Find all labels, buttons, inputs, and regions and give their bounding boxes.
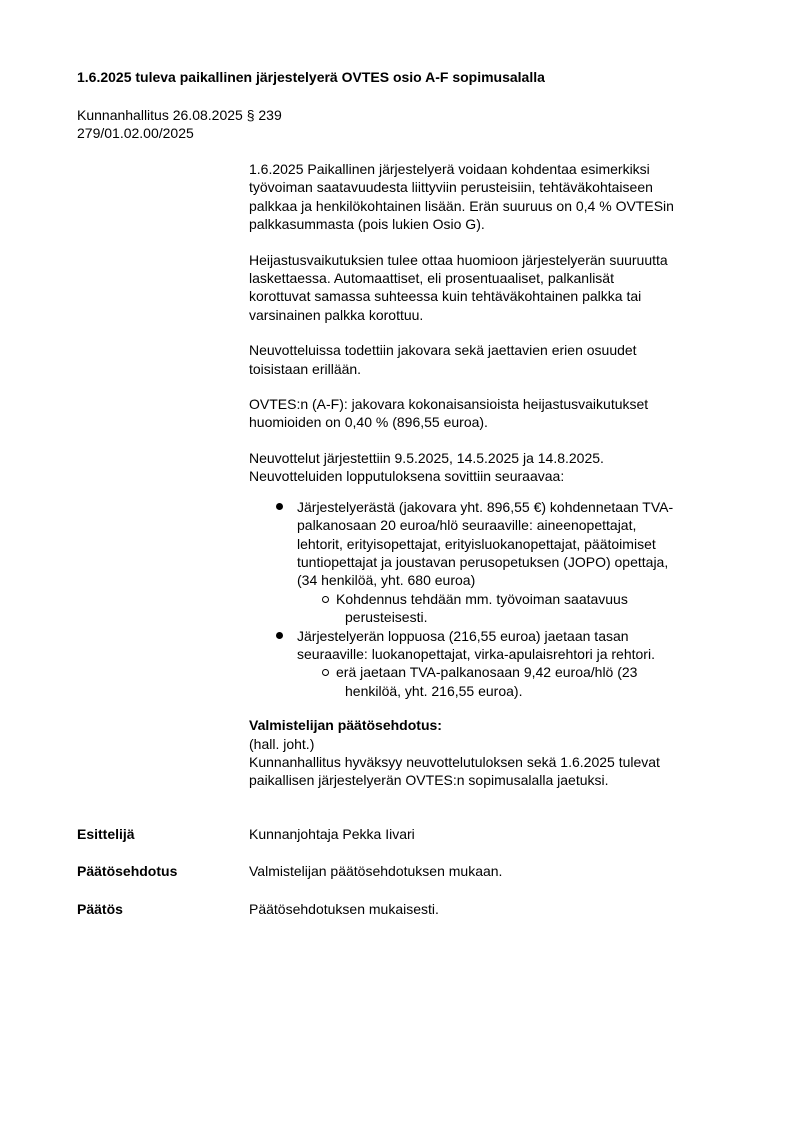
text-line: laskettaessa. Automaattiset, eli prosentuaaliset, palkanlisät <box>249 270 614 287</box>
text-line: (hall. joht.) <box>249 735 315 752</box>
record-id: 279/01.02.00/2025 <box>77 125 194 142</box>
presenter-label: Esittelijä <box>77 826 135 842</box>
text-line: perusteisesti. <box>345 609 428 626</box>
text-line: (34 henkilöä, yht. 680 euroa) <box>297 572 476 589</box>
paragraph-negotiation-dates <box>249 449 749 486</box>
text-line: 1.6.2025 Paikallinen järjestelyerä voidaan kohdentaa esimerkiksi <box>249 161 650 177</box>
text-line: Neuvotteluiden lopputuloksena sovittiin seuraavaa: <box>249 468 565 485</box>
decision-proposal-label: Päätösehdotus <box>77 863 178 879</box>
document-title: 1.6.2025 tuleva paikallinen järjestelyerä OVTES osio A-F sopimusalalla <box>77 69 545 85</box>
text-line: tuntiopettajat ja joustavan perusopetuksen (JOPO) opettaja, <box>297 553 669 570</box>
decision-label: Päätös <box>77 901 123 917</box>
paragraph-negotiations <box>249 341 749 378</box>
bullet-icon <box>276 632 283 639</box>
text-line: työvoiman saatavuudesta liittyviin perusteisiin, tehtäväkohtaiseen <box>249 179 653 196</box>
paragraph-allocation <box>249 160 749 234</box>
paragraph-ovtes-share <box>249 395 749 432</box>
list-item <box>249 498 749 627</box>
meeting-meta <box>77 106 282 143</box>
circle-bullet-icon <box>322 669 329 676</box>
text-line: lehtorit, erityisopettajat, erityisluokanopettajat, päätoimiset <box>297 535 656 552</box>
list-item <box>249 627 749 701</box>
decision-value: Päätösehdotuksen mukaisesti. <box>249 901 439 917</box>
outcome-list <box>249 498 749 700</box>
text-line: seuraaville: luokanopettajat, virka-apulaisrehtori ja rehtori. <box>297 645 655 662</box>
presenter-value: Kunnanjohtaja Pekka Iivari <box>249 826 415 842</box>
text-line: Neuvottelut järjestettiin 9.5.2025, 14.5.2025 ja 14.8.2025. <box>249 449 604 466</box>
proposal-heading: Valmistelijan päätösehdotus: <box>249 717 442 734</box>
text-line: Neuvotteluissa todettiin jakovara sekä jaettavien erien osuudet <box>249 342 637 359</box>
text-line: OVTES:n (A-F): jakovara kokonaisansioista heijastusvaikutukset <box>249 396 649 413</box>
text-line: henkilöä, yht. 216,55 euroa). <box>345 682 523 699</box>
text-line: korottuvat samassa suhteessa kuin tehtäväkohtainen palkka tai <box>249 288 642 305</box>
text-line: paikallisen järjestelyerän OVTES:n sopimusalalla jaetuksi. <box>249 772 609 789</box>
text-line: palkanosaan 20 euroa/hlö seuraaville: aineenopettajat, <box>297 517 637 534</box>
decision-proposal-value: Valmistelijan päätösehdotuksen mukaan. <box>249 863 503 879</box>
text-line: Heijastusvaikutuksien tulee ottaa huomioon järjestelyerän suuruutta <box>249 251 668 268</box>
text-line: Kunnanhallitus hyväksyy neuvottelutuloksen sekä 1.6.2025 tulevat <box>249 753 660 770</box>
sub-list-item <box>249 663 701 700</box>
paragraph-reflection-effects <box>249 251 749 325</box>
text-line: palkkasummasta (pois lukien Osio G). <box>249 216 485 233</box>
document-body <box>249 160 749 807</box>
paragraph-proposal <box>249 716 749 790</box>
bullet-icon <box>276 503 283 510</box>
text-line: varsinainen palkka korottuu. <box>249 306 424 323</box>
circle-bullet-icon <box>322 596 329 603</box>
meeting-reference: Kunnanhallitus 26.08.2025 § 239 <box>77 107 282 123</box>
text-line: palkkaa ja henkilökohtainen lisään. Erän suuruus on 0,4 % OVTESin <box>249 197 674 214</box>
text-line: Järjestelyerästä (jakovara yht. 896,55 €) kohdennetaan TVA- <box>297 498 674 515</box>
text-line: Kohdennus tehdään mm. työvoiman saatavuus <box>336 590 628 607</box>
sub-list-item <box>249 590 701 627</box>
text-line: Järjestelyerän loppuosa (216,55 euroa) jaetaan tasan <box>297 627 629 644</box>
text-line: huomioiden on 0,40 % (896,55 euroa). <box>249 414 488 431</box>
text-line: erä jaetaan TVA-palkanosaan 9,42 euroa/hlö (23 <box>336 664 638 681</box>
text-line: toisistaan erillään. <box>249 360 362 377</box>
